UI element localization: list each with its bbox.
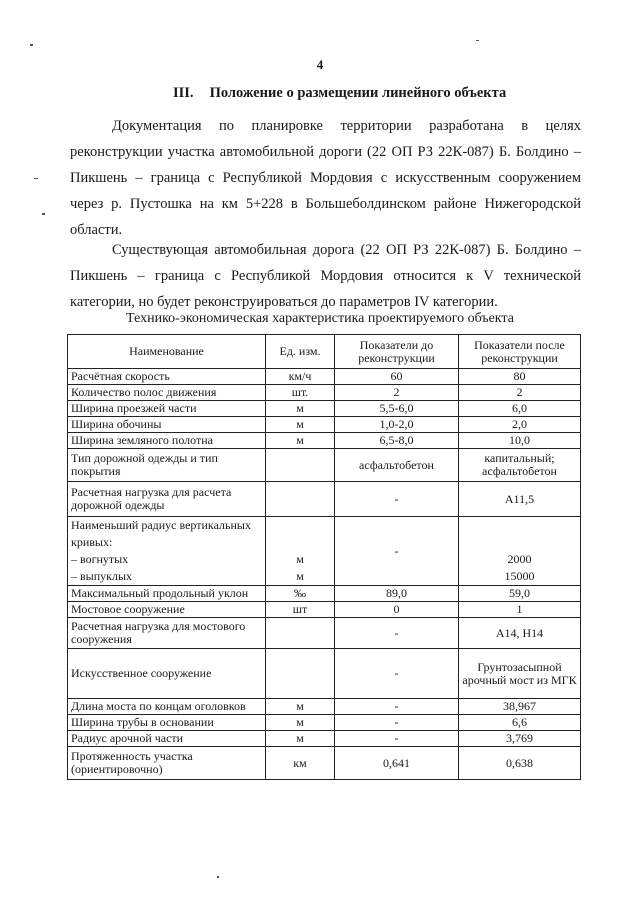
cell-name xyxy=(68,517,266,586)
page-number: 4 xyxy=(316,57,324,72)
cell-unit xyxy=(266,449,335,482)
cell-after-sub: 15000 xyxy=(504,569,535,583)
cell-before: - xyxy=(335,517,459,586)
cell-before: - xyxy=(335,699,459,715)
cell-name-sub: – выпуклых xyxy=(71,569,133,583)
cell-before: - xyxy=(335,649,459,699)
cell-before: - xyxy=(335,482,459,517)
cell-name: Ширина обочины xyxy=(68,417,266,433)
cell-name: Радиус арочной части xyxy=(68,731,266,747)
cell-before: - xyxy=(335,618,459,649)
cell-unit: м xyxy=(266,715,335,731)
table-row xyxy=(68,482,581,517)
cell-after: 80 xyxy=(459,369,581,385)
cell-before: 1,0-2,0 xyxy=(335,417,459,433)
table-row xyxy=(68,449,581,482)
cell-name: Ширина трубы в основании xyxy=(68,715,266,731)
cell-unit-sub: м xyxy=(296,569,304,583)
cell-name: Мостовое сооружение xyxy=(68,602,266,618)
cell-unit: ‰ xyxy=(266,586,335,602)
cell-after: 6,6 xyxy=(459,715,581,731)
cell-unit: м xyxy=(266,699,335,715)
paragraph-2-text: Существующая автомобильная дорога (22 ОП РЗ 22К-087) Б. Болдино – Пикшень – граница с Республикой Мордовия относится к V технической категории, но будет реконструироваться до параметров IV категории. xyxy=(70,242,581,310)
scan-speck xyxy=(476,40,479,41)
cell-after: Грунтозасыпной арочный мост из МГК xyxy=(459,649,581,699)
cell-unit xyxy=(266,618,335,649)
cell-before: асфальтобетон xyxy=(335,449,459,482)
cell-name: Тип дорожной одежды и тип покрытия xyxy=(68,449,266,482)
cell-after-sub: 2000 xyxy=(507,552,532,566)
cell-unit: м xyxy=(266,417,335,433)
cell-unit-sub: м xyxy=(296,552,304,566)
cell-unit xyxy=(266,482,335,517)
cell-name: Длина моста по концам оголовков xyxy=(68,699,266,715)
cell-unit: км xyxy=(266,747,335,780)
cell-after: 2,0 xyxy=(459,417,581,433)
cell-unit: м xyxy=(266,401,335,417)
table-row xyxy=(68,715,581,731)
cell-name: Искусственное сооружение xyxy=(68,649,266,699)
table-row xyxy=(68,369,581,385)
cell-before: 0 xyxy=(335,602,459,618)
cell-name-main: Наименьший радиус вертикальных кривых: xyxy=(71,518,251,549)
cell-after: 0,638 xyxy=(459,747,581,780)
cell-unit: км/ч xyxy=(266,369,335,385)
cell-name: Максимальный продольный уклон xyxy=(68,586,266,602)
header-unit: Ед. изм. xyxy=(266,335,335,369)
cell-before: - xyxy=(335,715,459,731)
table-header-row xyxy=(68,335,581,369)
paragraph-1 xyxy=(70,113,581,243)
characteristics-table xyxy=(67,334,581,780)
cell-after: 2 xyxy=(459,385,581,401)
section-heading xyxy=(173,85,506,102)
scan-speck xyxy=(42,213,45,215)
header-before: Показатели до реконструкции xyxy=(335,335,459,369)
table-row xyxy=(68,586,581,602)
paragraph-1-text: Документация по планировке территории разработана в целях реконструкции участка автомобильной дороги (22 ОП РЗ 22К-087) Б. Болдино – Пикшень – граница с Республикой Мордовия с искусственным сооружением через р. Пустошка на км 5+228 в Большеболдинском районе Нижегородской области. xyxy=(70,118,581,238)
cell-before: 5,5-6,0 xyxy=(335,401,459,417)
table-row xyxy=(68,417,581,433)
cell-unit: шт xyxy=(266,602,335,618)
cell-unit: м xyxy=(266,731,335,747)
cell-after: 6,0 xyxy=(459,401,581,417)
table-row xyxy=(68,699,581,715)
table-row xyxy=(68,401,581,417)
table-row xyxy=(68,649,581,699)
cell-before: 89,0 xyxy=(335,586,459,602)
scan-speck xyxy=(217,876,219,878)
cell-before: 0,641 xyxy=(335,747,459,780)
cell-before: 60 xyxy=(335,369,459,385)
table-row xyxy=(68,731,581,747)
scan-speck xyxy=(34,178,38,179)
table-row xyxy=(68,618,581,649)
cell-after: А11,5 xyxy=(459,482,581,517)
cell-name: Расчетная нагрузка для мостового сооружения xyxy=(68,618,266,649)
table-row xyxy=(68,433,581,449)
section-number: III. xyxy=(173,85,194,101)
header-after: Показатели после реконструкции xyxy=(459,335,581,369)
cell-after: 1 xyxy=(459,602,581,618)
table-row xyxy=(68,517,581,586)
cell-unit xyxy=(266,517,335,586)
cell-name: Ширина проезжей части xyxy=(68,401,266,417)
header-name: Наименование xyxy=(68,335,266,369)
cell-after: А14, Н14 xyxy=(459,618,581,649)
section-title: Положение о размещении линейного объекта xyxy=(209,85,507,101)
cell-unit: м xyxy=(266,433,335,449)
scan-speck xyxy=(30,44,33,46)
cell-before: 2 xyxy=(335,385,459,401)
table-row xyxy=(68,385,581,401)
cell-after: 3,769 xyxy=(459,731,581,747)
cell-after: 38,967 xyxy=(459,699,581,715)
paragraph-2 xyxy=(70,237,581,315)
cell-unit: шт. xyxy=(266,385,335,401)
cell-unit xyxy=(266,649,335,699)
cell-before: - xyxy=(335,731,459,747)
cell-after xyxy=(459,517,581,586)
cell-after: капитальный; асфальтобетон xyxy=(459,449,581,482)
cell-name: Ширина земляного полотна xyxy=(68,433,266,449)
table-row xyxy=(68,602,581,618)
cell-before: 6,5-8,0 xyxy=(335,433,459,449)
cell-after: 10,0 xyxy=(459,433,581,449)
cell-name: Количество полос движения xyxy=(68,385,266,401)
cell-name: Протяженность участка (ориентировочно) xyxy=(68,747,266,780)
table-row xyxy=(68,747,581,780)
cell-name-sub: – вогнутых xyxy=(71,552,129,566)
table-caption: Технико-экономическая характеристика проектируемого объекта xyxy=(126,311,514,326)
cell-name: Расчётная скорость xyxy=(68,369,266,385)
cell-after: 59,0 xyxy=(459,586,581,602)
cell-name: Расчетная нагрузка для расчета дорожной одежды xyxy=(68,482,266,517)
